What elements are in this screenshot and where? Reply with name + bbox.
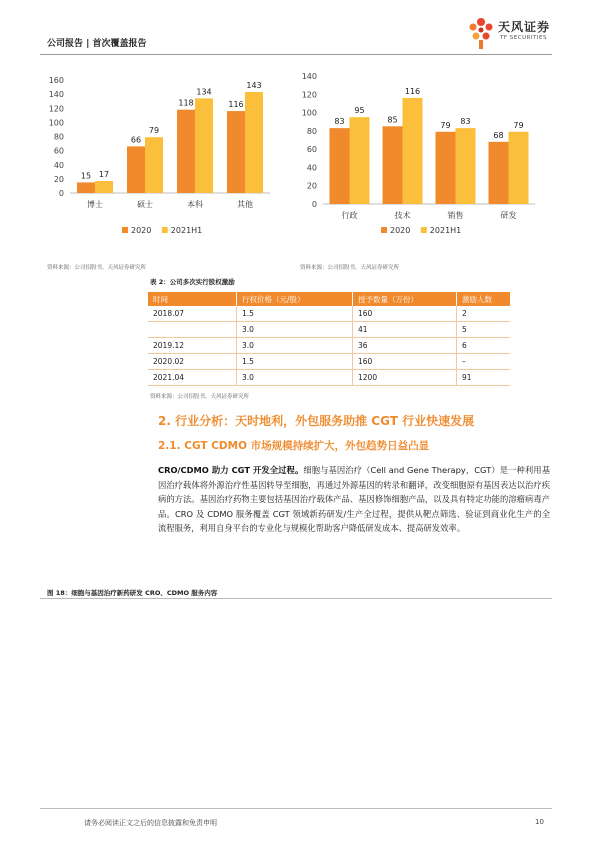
data-label: 68: [493, 130, 504, 140]
y-tick-label: 40: [53, 160, 64, 170]
data-label: 95: [354, 106, 365, 116]
table-cell: 160: [353, 306, 457, 322]
data-label: 79: [513, 120, 524, 130]
bar: [456, 128, 476, 204]
bar: [509, 132, 529, 204]
bar: [350, 117, 370, 204]
table-cell: 2020.02: [148, 354, 237, 370]
header-divider: [40, 54, 552, 55]
table2-title: 表 2：公司多次实行股权激励: [150, 278, 235, 286]
paragraph-lead: CRO/CDMO 助力 CGT 开发全过程。: [158, 465, 304, 475]
equity-incentive-table: [148, 292, 510, 386]
table-cell: –: [457, 354, 511, 370]
data-label: 79: [440, 120, 451, 130]
page-number: 10: [535, 818, 544, 826]
footer-disclaimer: 请务必阅读正文之后的信息披露和免责申明: [84, 819, 217, 827]
bar: [145, 137, 163, 193]
chart-left-source: 资料来源：公司招股书，天风证券研究所: [47, 265, 147, 271]
x-tick-label: 博士: [87, 200, 103, 209]
table-cell: 6: [457, 338, 511, 354]
table-row: [148, 322, 510, 338]
x-tick-label: 研发: [500, 211, 517, 220]
x-tick-label: 本科: [187, 200, 203, 209]
table-cell: 2: [457, 306, 511, 322]
legend-label: 2020: [131, 226, 152, 235]
y-tick-label: 140: [48, 90, 64, 100]
table-cell: 36: [353, 338, 457, 354]
y-tick-label: 0: [311, 200, 317, 209]
y-tick-label: 80: [306, 126, 317, 136]
bar: [195, 98, 213, 193]
company-logo: [466, 16, 556, 52]
bar: [177, 110, 195, 193]
chart-right-source: 资料来源：公司招股书，天风证券研究所: [300, 265, 400, 271]
table-cell: 1200: [353, 370, 457, 386]
legend-swatch: [381, 227, 387, 233]
y-tick-label: 100: [301, 108, 317, 118]
data-label: 15: [80, 171, 92, 181]
data-label: 79: [148, 126, 160, 136]
paragraph-body: 细胞与基因治疗（Cell and Gene Therapy，CGT）是一种利用基因治疗载体将外源治疗性基因转导至细胞，再通过外源基因的转录和翻译，改变细胞原有基因表达以治疗疾病的方法。基因治疗药物主要包括基因治疗载体产品、基因修饰细胞产品，以及具有特定功能的溶瘤病毒产品。CRO 及 CDMO 服务覆盖 CGT 领域新药研发/生产全过程，提供从靶点筛选、验证到商业化生产的全流程服务，利用自身平台的专业化与规模化帮助客户降低研发成本、提高研发效率。: [158, 465, 550, 534]
data-label: 116: [404, 86, 421, 96]
table-row: [148, 338, 510, 354]
table-cell: [148, 322, 237, 338]
table-header: 激励人数: [457, 292, 511, 306]
legend-swatch: [421, 227, 427, 233]
chart-function-bar: [295, 62, 555, 262]
section-2-1-heading: 2.1. CGT CDMO 市场规模持续扩大，外包趋势日益凸显: [158, 440, 430, 452]
table-cell: 3.0: [237, 338, 353, 354]
data-label: 17: [98, 169, 110, 179]
table-row: [148, 370, 510, 386]
bar: [383, 126, 403, 204]
figure-18-caption: 图 18：细胞与基因治疗新药研发 CRO、CDMO 服务内容: [47, 589, 218, 597]
body-paragraph: [158, 463, 550, 536]
y-tick-label: 120: [301, 90, 317, 100]
data-label: 143: [246, 81, 262, 91]
y-tick-label: 60: [53, 146, 64, 156]
table-row: [148, 306, 510, 322]
table-cell: 160: [353, 354, 457, 370]
legend-label: 2021H1: [429, 226, 462, 235]
data-label: 83: [334, 117, 345, 127]
legend-label: 2020: [390, 226, 411, 235]
figure-18-divider: [40, 598, 552, 599]
table2-source: 资料来源：公司招股书，天风证券研究所: [150, 394, 250, 400]
bar: [77, 182, 95, 193]
bar: [95, 181, 113, 193]
table-cell: 41: [353, 322, 457, 338]
chart-education-bar: [40, 62, 290, 262]
bar: [127, 146, 145, 193]
x-tick-label: 技术: [394, 211, 411, 220]
table-header: 行权价格（元/股）: [237, 292, 353, 306]
x-tick-label: 硕士: [137, 200, 153, 209]
y-tick-label: 20: [53, 174, 64, 184]
table-cell: 91: [457, 370, 511, 386]
data-label: 118: [178, 98, 194, 108]
bar: [489, 142, 509, 204]
y-tick-label: 120: [48, 104, 64, 114]
y-tick-label: 140: [301, 72, 317, 81]
table-cell: 5: [457, 322, 511, 338]
table-header: 时间: [148, 292, 237, 306]
report-breadcrumb: 公司报告 | 首次覆盖报告: [47, 39, 147, 49]
legend-swatch: [122, 227, 128, 233]
data-label: 66: [130, 135, 142, 145]
bar: [403, 98, 423, 204]
bar: [436, 132, 456, 204]
y-tick-label: 160: [48, 76, 64, 85]
bar: [330, 128, 350, 204]
table-row: [148, 354, 510, 370]
x-tick-label: 行政: [341, 211, 358, 220]
footer-divider: [40, 808, 552, 809]
x-tick-label: 销售: [447, 211, 464, 220]
table-cell: 1.5: [237, 306, 353, 322]
x-tick-label: 其他: [237, 200, 253, 209]
logo-flower-icon: [466, 16, 496, 50]
y-tick-label: 0: [58, 189, 64, 198]
y-tick-label: 80: [53, 132, 64, 142]
data-label: 116: [228, 100, 244, 110]
table-cell: 2021.04: [148, 370, 237, 386]
logo-text-en: TF SECURITIES: [500, 35, 547, 41]
legend-label: 2021H1: [170, 226, 203, 235]
logo-text-cn: 天风证券: [498, 20, 551, 34]
data-label: 83: [460, 117, 471, 127]
bar: [227, 111, 245, 193]
table-cell: 3.0: [237, 322, 353, 338]
legend-swatch: [162, 227, 168, 233]
y-tick-label: 40: [306, 163, 317, 173]
table-header: 授予数量（万份）: [353, 292, 457, 306]
y-tick-label: 100: [48, 118, 64, 128]
table-header-row: [148, 292, 510, 306]
data-label: 85: [387, 115, 398, 125]
table-cell: 3.0: [237, 370, 353, 386]
data-label: 134: [196, 87, 212, 97]
table-cell: 1.5: [237, 354, 353, 370]
table-cell: 2018.07: [148, 306, 237, 322]
y-tick-label: 20: [306, 181, 317, 191]
table-cell: 2019.12: [148, 338, 237, 354]
section-2-heading: 2. 行业分析：天时地利，外包服务助推 CGT 行业快速发展: [158, 414, 475, 428]
y-tick-label: 60: [306, 145, 317, 155]
bar: [245, 92, 263, 193]
